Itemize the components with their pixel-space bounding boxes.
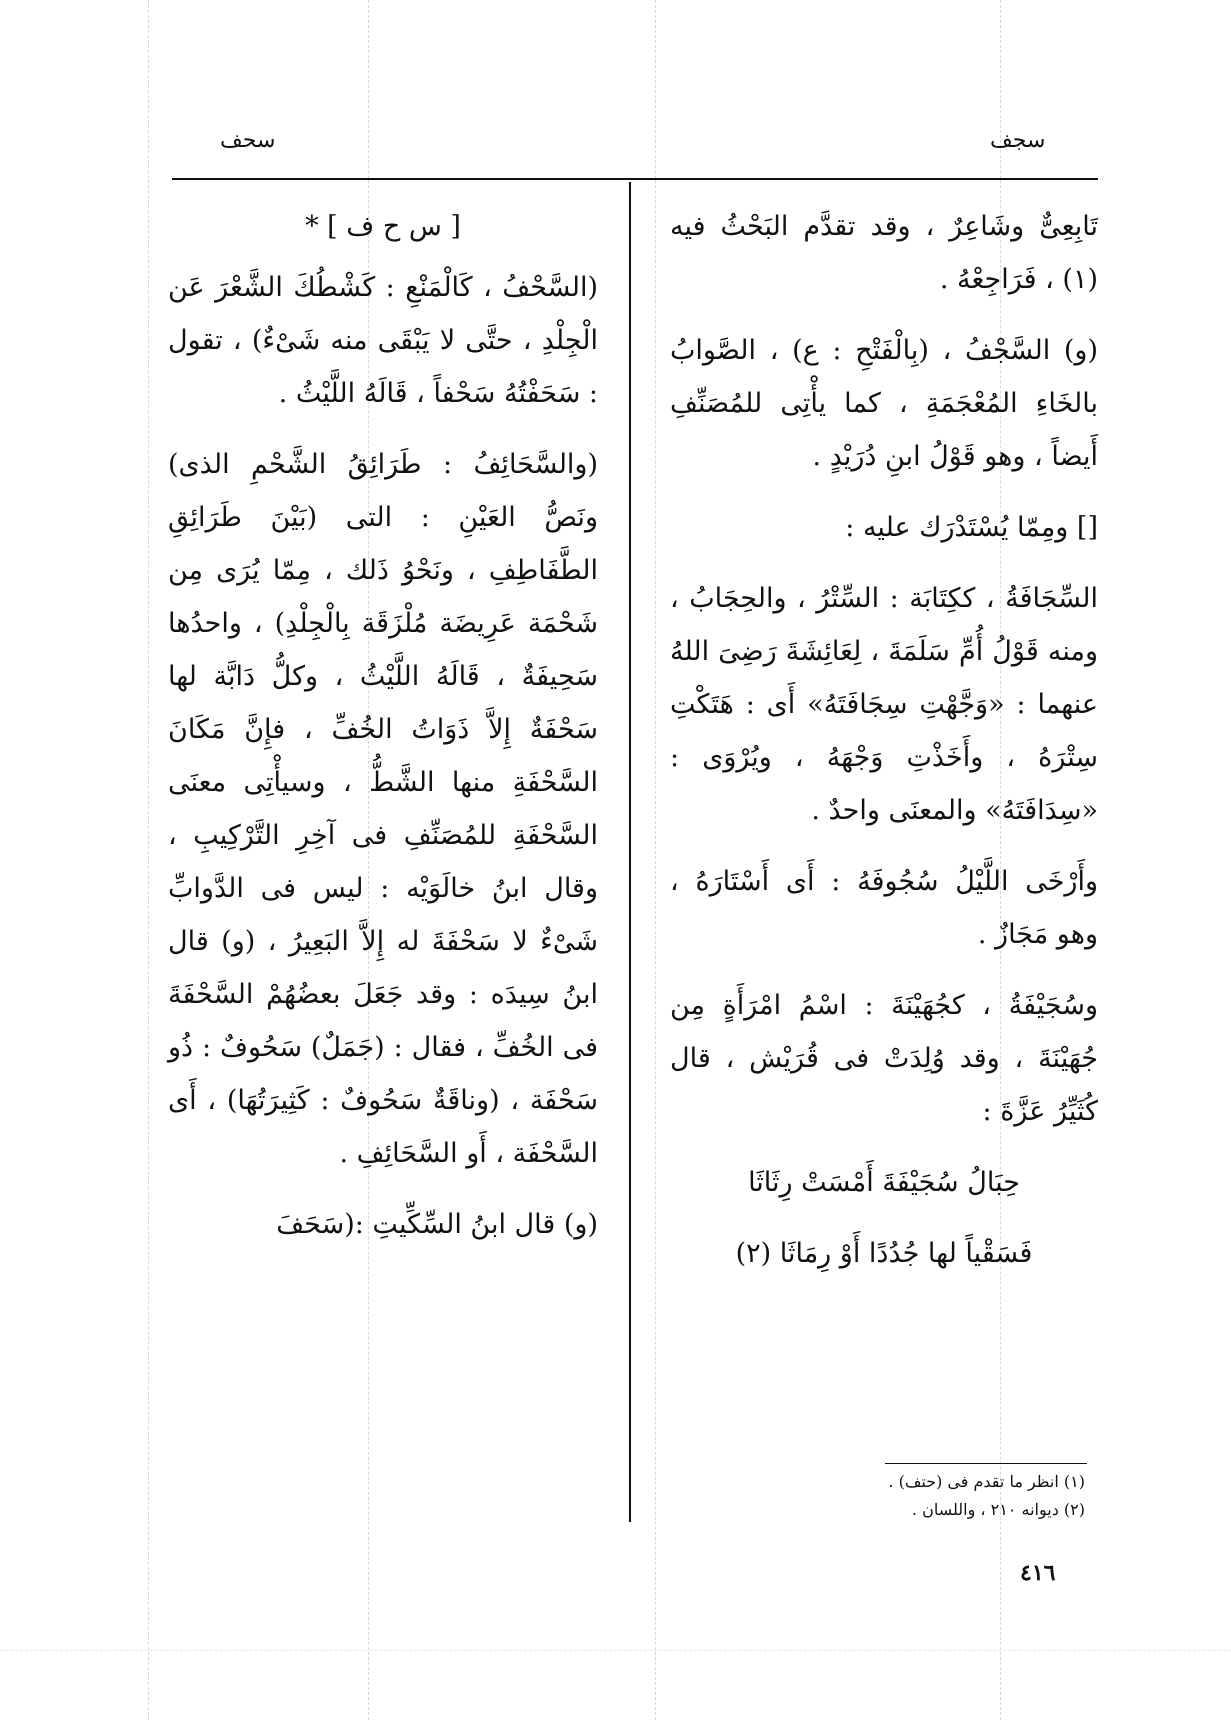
verse-line: فَسَقْياً لها جُدُدًا أَوْ رِمَاثَا (٢) bbox=[735, 1238, 1033, 1269]
right-column bbox=[670, 200, 1098, 1298]
scan-guide-line bbox=[148, 0, 149, 1720]
paragraph: وسُجَيْفَةُ ، كجُهَيْنَةَ : اسْمُ امْرَأَةٍ مِن جُهَيْنَةَ ، وقد وُلِدَتْ فى قُرَيْش ، قال كُثَيِّرُ عَزَّةَ : bbox=[670, 990, 1098, 1127]
paragraph: (و) السَّجْفُ ، (بِالْفَتْحِ : ع) ، الصَّوابُ بالخَاءِ المُعْجَمَةِ ، كما يأْتِى للمُصَنِّفِ أَيضاً ، وهو قَوْلُ ابنِ دُرَيْدٍ . bbox=[670, 335, 1098, 472]
footnote-rule bbox=[885, 1463, 1087, 1464]
paragraph: [] ومِمّا يُسْتَدْرَك عليه : bbox=[845, 512, 1098, 543]
scan-guide-line bbox=[655, 0, 656, 1720]
header-root-left: سحف bbox=[220, 128, 276, 153]
header-root-right: سجف bbox=[990, 128, 1046, 153]
paragraph: (السَّحْفُ ، كَالْمَنْعِ : كَشْطُكَ الشَّعْرَ عَن الْجِلْدِ ، حتَّى لا يَبْقَى منه شَىْءٌ) ، تقول : سَحَفْتُهُ سَحْفاً ، قَالَهُ اللَّيْثُ . bbox=[168, 272, 598, 409]
column-divider bbox=[629, 182, 631, 1522]
paragraph: (و) قال ابنُ السِّكِّيتِ :(سَحَفَ bbox=[276, 1209, 598, 1240]
entry-heading: [ س ح ف ] * bbox=[305, 211, 461, 242]
footnote: (١) انظر ما تقدم فى (حتف) . bbox=[888, 1472, 1085, 1491]
footnote: (٢) ديوانه ٢١٠ ، واللسان . bbox=[911, 1500, 1085, 1519]
paragraph: السِّجَافَةُ ، ككِتَابَة : السِّتْرُ ، والحِجَابُ ، ومنه قَوْلُ أُمِّ سَلَمَةَ ، لِعَائِشَةَ رَضِىَ اللهُ عنهما : «وَجَّهْتِ سِجَافَتَهُ» أَى : هَتَكْتِ سِتْرَهُ ، وأَخَذْتِ وَجْهَهُ ، ويُرْوَى : «سِدَافَتَهُ» والمعنَى واحدٌ . bbox=[670, 583, 1098, 826]
header-rule bbox=[172, 178, 1098, 180]
footnotes bbox=[760, 1468, 1085, 1524]
left-column bbox=[168, 200, 598, 1269]
paragraph: تَابِعِىٌّ وشَاعِرٌ ، وقد تقدَّم البَحْثُ فيه (١) ، فَرَاجِعْهُ . bbox=[670, 211, 1098, 295]
verse-line: حِبَالُ سُجَيْفَةَ أَمْسَتْ رِثَاثَا bbox=[748, 1167, 1020, 1198]
paragraph: وأَرْخَى اللَّيْلُ سُجُوفَهُ : أَى أَسْتَارَهُ ، وهو مَجَازٌ . bbox=[670, 866, 1098, 950]
scan-guide-line bbox=[0, 1650, 1231, 1651]
page-number: ٤١٦ bbox=[1020, 1560, 1056, 1586]
paragraph: (والسَّحَائِفُ : طَرَائِقُ الشَّحْمِ الذى) ونَصُّ العَيْنِ : التى (بَيْنَ طَرَائِقِ الطَّفَاطِفِ ، ونَحْوُ ذَلك ، مِمّا يُرَى مِن شَحْمَة عَرِيضَة مُلْزَقَة بِالْجِلْدِ) ، واحدُها سَحِيفَةٌ ، قَالَهُ اللَّيْثُ ، وكلُّ دَابَّة لها سَحْفَةٌ إِلاَّ ذَوَاتُ الخُفِّ ، فإِنَّ مَكَانَ السَّحْفَةِ منها الشَّطُّ ، وسيأْتِى معنَى السَّحْفَةِ للمُصَنِّفِ فى آخِرِ التَّرْكِيبِ ، وقال ابنُ خالَوَيْه : ليس فى الدَّوابِّ شَىْءٌ لا سَحْفَةَ له إِلاَّ البَعِيرُ ، (و) قال ابنُ سِيدَه : وقد جَعَلَ بعضُهُمْ السَّحْفَةَ فى الخُفِّ ، فقال : (جَمَلٌ) سَحُوفٌ : ذُو سَحْفَة ، (وناقَةٌ سَحُوفٌ : كَثِيرَتُهَا) ، أَى السَّحْفَة ، أَو السَّحَائِفِ . bbox=[168, 449, 598, 1169]
